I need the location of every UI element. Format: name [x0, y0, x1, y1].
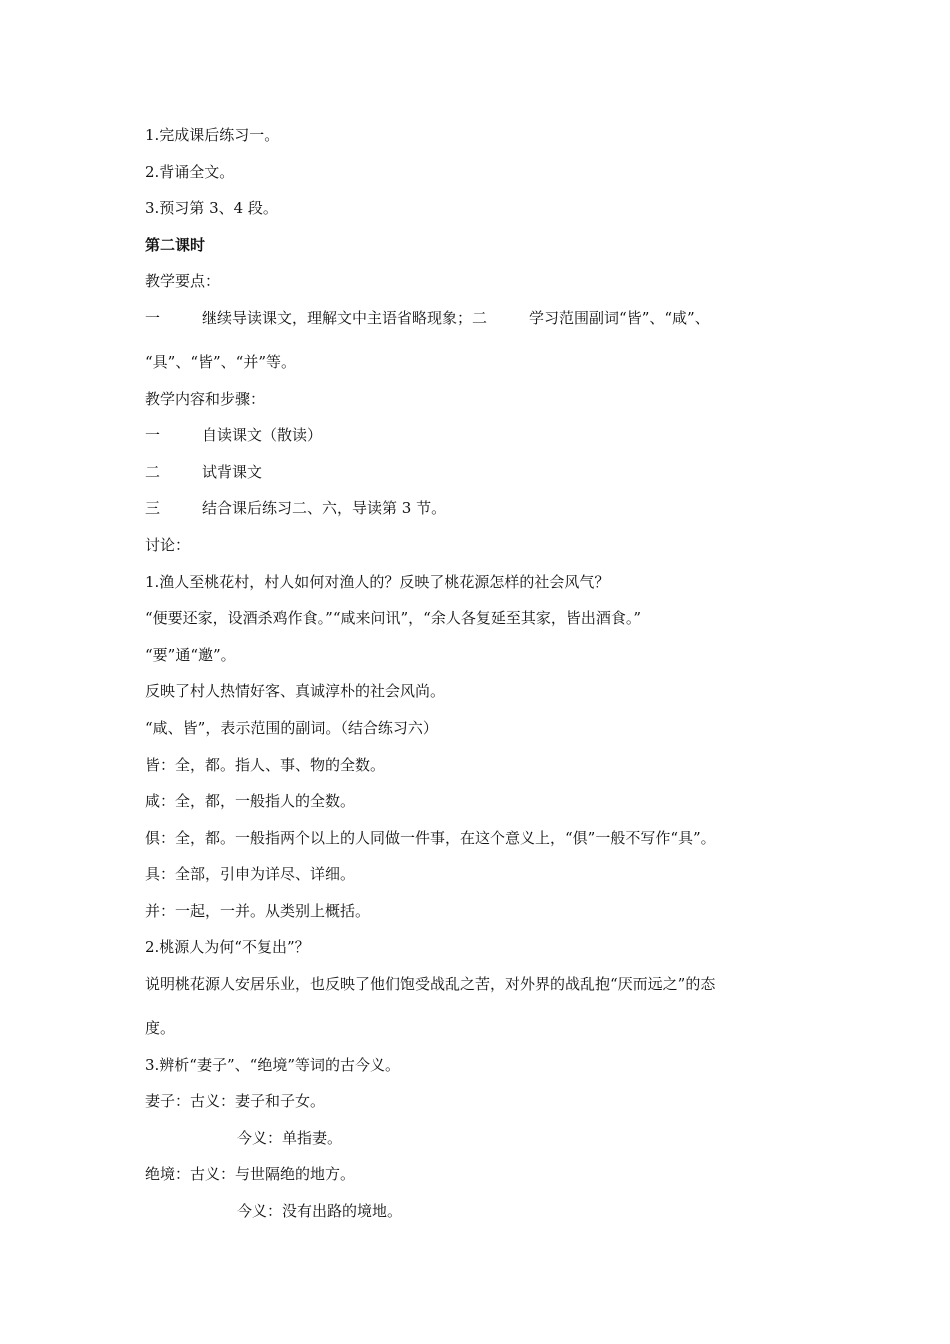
definition-bing: 并：一起，一并。从类别上概括。 [145, 901, 371, 920]
step-2 [145, 463, 825, 481]
note-yao: “要”通“邀”。 [145, 645, 236, 664]
juejing-ancient: 绝境：古义：与世隔绝的地方。 [145, 1165, 356, 1184]
juejing-modern: 今义：没有出路的境地。 [237, 1202, 403, 1221]
answer-1: 反映了村人热情好客、真诚淳朴的社会风尚。 [145, 682, 446, 701]
step-text-1: 自读课文（散读） [202, 426, 323, 445]
answer-2: 说明桃花源人安居乐业，也反映了他们饱受战乱之苦，对外界的战乱抱“厌而远之”的态 [145, 975, 716, 994]
steps-label: 教学内容和步骤： [145, 389, 266, 408]
teaching-points-label: 教学要点： [145, 272, 221, 291]
teaching-points-continued: “具”、“皆”、“并”等。 [145, 352, 297, 371]
homework-item-3: 3.预习第 3、4 段。 [145, 199, 278, 218]
quote-line: “便要还家，设酒杀鸡作食。”“咸来问讯”，“余人各复延至其家，皆出酒食。” [145, 609, 642, 628]
point-text-2: 学习范围副词“皆”、“咸”、 [529, 308, 710, 327]
qizi-modern: 今义：单指妻。 [237, 1128, 343, 1147]
point-num-1: 一 [145, 308, 161, 327]
discussion-label: 讨论： [145, 535, 191, 554]
homework-item-2: 2.背诵全文。 [145, 162, 235, 181]
point-text-1: 继续导读课文，理解文中主语省略现象； [202, 308, 473, 327]
point-num-2: 二 [472, 308, 488, 327]
document-page [145, 126, 825, 1239]
definition-ju-2: 具：全部，引申为详尽、详细。 [145, 865, 356, 884]
teaching-points-line [145, 309, 825, 327]
qizi-ancient: 妻子：古义：妻子和子女。 [145, 1092, 326, 1111]
step-num-2: 二 [145, 462, 161, 481]
step-3 [145, 499, 825, 517]
question-1: 1.渔人至桃花村，村人如何对渔人的？反映了桃花源怎样的社会风气？ [145, 572, 610, 591]
definition-ju-1: 俱：全，都。一般指两个以上的人同做一件事，在这个意义上，“俱”一般不写作“具”。 [145, 828, 716, 847]
step-num-3: 三 [145, 499, 161, 518]
adverb-note: “咸、皆”，表示范围的副词。（结合练习六） [145, 718, 438, 737]
definition-xian: 咸：全，都，一般指人的全数。 [145, 792, 356, 811]
section-heading: 第二课时 [145, 235, 206, 254]
step-text-3: 结合课后练习二、六，导读第 3 节。 [202, 499, 447, 518]
question-2: 2.桃源人为何“不复出”？ [145, 938, 310, 957]
step-num-1: 一 [145, 426, 161, 445]
homework-item-1: 1.完成课后练习一。 [145, 126, 280, 144]
answer-2-continued: 度。 [145, 1019, 176, 1038]
definition-jie: 皆：全，都。指人、事、物的全数。 [145, 755, 386, 774]
question-3: 3.辨析“妻子”、“绝境”等词的古今义。 [145, 1055, 400, 1074]
step-text-2: 试背课文 [202, 462, 263, 481]
step-1 [145, 426, 825, 444]
